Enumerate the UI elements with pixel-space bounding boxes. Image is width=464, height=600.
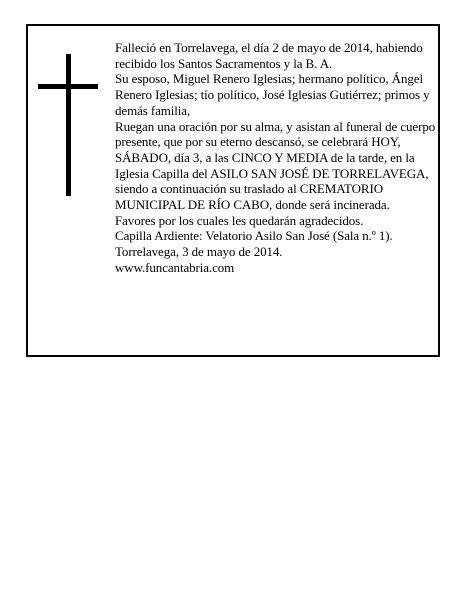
notice-date: Torrelavega, 3 de mayo de 2014. [115, 244, 283, 260]
gratitude-line: Favores por los cuales les quedarán agradecidos. [115, 212, 364, 228]
cross-horizontal-bar [38, 84, 98, 89]
wake-location: Capilla Ardiente: Velatorio Asilo San José (Sala n.º 1). [115, 228, 393, 244]
funeral-details: Ruegan una oración por su alma, y asistan al funeral de cuerpo presente, que por su eterno descansó, se celebrará HOY, SÁBADO, día 3, a las CINCO Y MEDIA de la tarde, en la Iglesia Capilla del ASILO SAN JOSÉ DE TORRELAVEGA, siendo a continuación su traslado al CREMATORIO MUNICIPAL DE RÍO CABO, donde será incinerada. [115, 118, 436, 213]
obituary-notice [26, 24, 440, 357]
obituary-text [115, 40, 437, 276]
website-link: www.funcantabria.com [115, 259, 235, 275]
death-announcement: Falleció en Torrelavega, el día 2 de mayo de 2014, habiendo recibido los Santos Sacramentos y la B. A. [115, 40, 423, 71]
family-members: Su esposo, Miguel Renero Iglesias; hermano político, Ángel Renero Iglesias; tío político, José Iglesias Gutiérrez; primos y demás familia, [115, 71, 430, 118]
cross-vertical-bar [66, 54, 71, 196]
cross-icon [38, 54, 98, 196]
